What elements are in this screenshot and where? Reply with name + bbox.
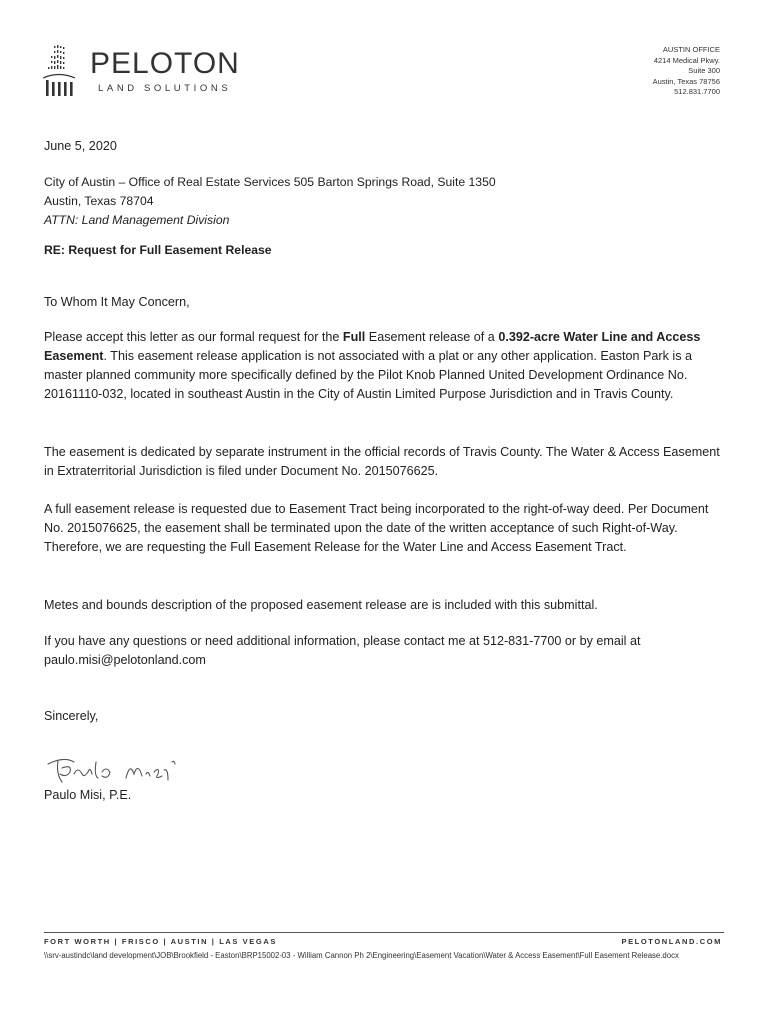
office-address — [653, 45, 720, 98]
letter-date: June 5, 2020 — [44, 139, 117, 153]
signature-name: Paulo Misi, P.E. — [44, 788, 132, 802]
paragraph-dedication: The easement is dedicated by separate instrument in the official records of Travis County. The Water & Access Easement in Extraterritorial Jurisdiction is filed under Document No. 2015076625. — [44, 445, 720, 478]
company-tagline: LAND SOLUTIONS — [98, 83, 232, 94]
paragraph-metes-bounds: Metes and bounds description of the proposed easement release are is included with this submittal. — [44, 598, 598, 612]
peloton-logo-icon — [42, 44, 76, 98]
office-suite: Suite 300 — [688, 66, 720, 75]
p1-bold-full: Full — [342, 330, 366, 344]
paragraph-contact: If you have any questions or need additional information, please contact me at 512-831-7700 or by email at paulo.misi@pelotonland.com — [44, 634, 641, 667]
paragraph-release-reason: A full easement release is requested due to Easement Tract being incorporated to the right-of-way deed. Per Document No. 2015076625, the easement shall be terminated upon the date of the written acceptance of such Right-of-Way. Therefore, we are requesting the Full Easement Release for the Water Line and Access Easement Tract. — [44, 502, 709, 554]
company-name: PELOTON — [90, 47, 240, 80]
subject-line: RE: Request for Full Easement Release — [44, 243, 272, 257]
company-logo — [42, 44, 262, 100]
p1-text-a: Please accept this letter as our formal request for the — [44, 330, 343, 344]
office-city: Austin, Texas 78756 — [652, 76, 720, 86]
footer-file-path: \\srv-austindc\land development\JOB\Brookfield - Easton\BRP15002-03 - William Cannon Ph 2\Engineering\Easement Vacation\Water & Access Easement\Full Easement Release.docx — [44, 951, 679, 960]
paragraph-request — [44, 328, 724, 404]
recipient-attn: ATTN: Land Management Division — [44, 213, 230, 227]
recipient-line1: City of Austin – Office of Real Estate Services 505 Barton Springs Road, Suite 1350 — [44, 175, 496, 189]
p1-text-e: . This easement release application is not associated with a plat or any other application. Easton Park is a master planned community more specifically defined by the Pilot Knob Planned United Development Ordinance No. 20161110-032, located in southeast Austin in the City of Austin Limited Purpose Jurisdiction and in Travis County. — [44, 349, 693, 401]
office-label: AUSTIN OFFICE — [662, 45, 720, 54]
p1-text-c: Easement release of a — [365, 330, 499, 344]
footer-divider — [44, 932, 724, 933]
closing: Sincerely, — [44, 709, 99, 723]
footer-cities: FORT WORTH | FRISCO | AUSTIN | LAS VEGAS — [44, 937, 277, 946]
salutation: To Whom It May Concern, — [44, 295, 190, 309]
recipient-line2: Austin, Texas 78704 — [44, 194, 154, 208]
recipient-address — [44, 173, 724, 230]
office-phone: 512.831.7700 — [674, 87, 720, 96]
p1-bold-easement: 0.392-acre Water Line and Access Easement — [44, 330, 701, 363]
footer-website: PELOTONLAND.COM — [621, 937, 722, 946]
office-street: 4214 Medical Pkwy. — [653, 55, 720, 65]
